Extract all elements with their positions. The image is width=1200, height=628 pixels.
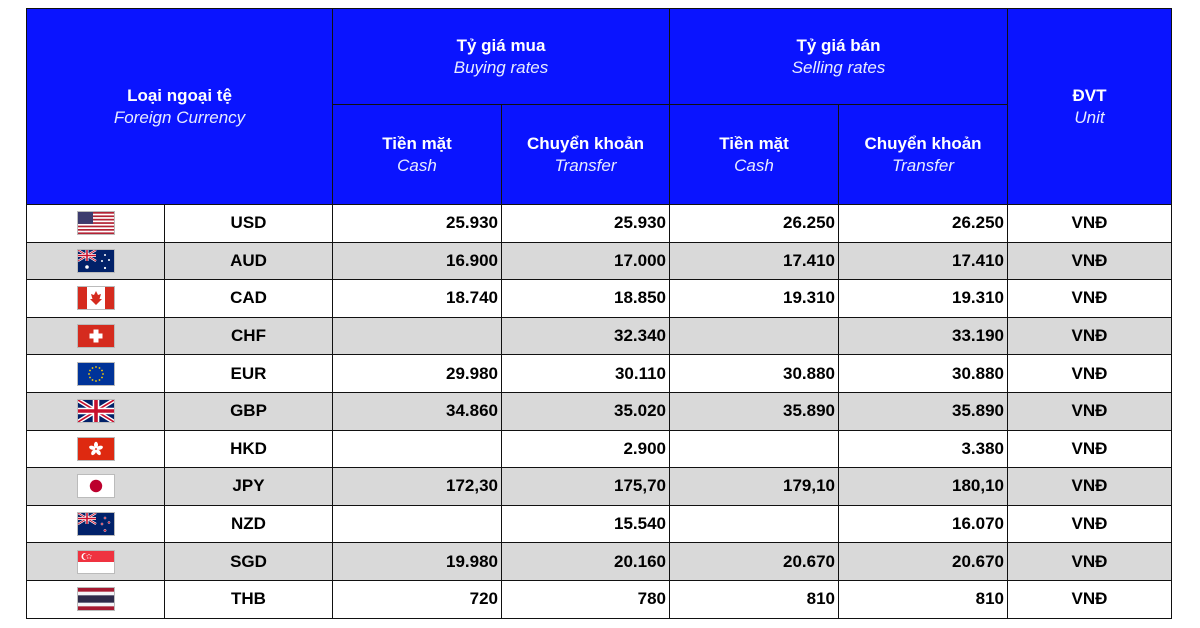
buy-transfer-value: 17.000	[502, 242, 670, 280]
selling-header-vi: Tỷ giá bán	[796, 35, 881, 55]
table-row	[27, 580, 1172, 618]
sell-cash-value: 26.250	[670, 205, 839, 243]
sell-transfer-header-en: Transfer	[891, 155, 955, 175]
table-body	[27, 205, 1172, 619]
sell-cash-value	[670, 317, 839, 355]
nz-flag-icon	[77, 512, 115, 536]
buy-cash-value: 172,30	[333, 468, 502, 506]
table-row	[27, 505, 1172, 543]
jp-flag-icon	[77, 474, 115, 498]
buying-header	[333, 9, 670, 105]
table-row	[27, 355, 1172, 393]
flag-cell	[27, 392, 165, 430]
gb-flag-icon	[77, 399, 115, 423]
currency-code: USD	[165, 205, 333, 243]
unit-value: VNĐ	[1008, 505, 1172, 543]
selling-header-en: Selling rates	[791, 57, 886, 77]
sell-transfer-value: 19.310	[839, 280, 1008, 318]
buy-cash-value	[333, 430, 502, 468]
sell-transfer-value: 3.380	[839, 430, 1008, 468]
unit-header-en: Unit	[1074, 107, 1105, 127]
buy-transfer-value: 18.850	[502, 280, 670, 318]
th-flag-icon	[77, 587, 115, 611]
currency-header	[27, 9, 333, 205]
unit-value: VNĐ	[1008, 543, 1172, 581]
unit-header	[1008, 9, 1172, 205]
buy-transfer-header-vi: Chuyển khoản	[526, 133, 645, 153]
table-row	[27, 242, 1172, 280]
sell-cash-header-vi: Tiền mặt	[719, 133, 789, 153]
flag-cell	[27, 580, 165, 618]
sell-transfer-value: 17.410	[839, 242, 1008, 280]
flag-cell	[27, 205, 165, 243]
table-row	[27, 392, 1172, 430]
buy-cash-value: 16.900	[333, 242, 502, 280]
buy-transfer-value: 32.340	[502, 317, 670, 355]
unit-header-vi: ĐVT	[1072, 85, 1107, 105]
currency-header-vi: Loại ngoại tệ	[127, 85, 232, 105]
buy-cash-value: 29.980	[333, 355, 502, 393]
unit-value: VNĐ	[1008, 392, 1172, 430]
sell-transfer-header-vi: Chuyển khoản	[864, 133, 982, 153]
currency-code: GBP	[165, 392, 333, 430]
currency-code: THB	[165, 580, 333, 618]
currency-code: EUR	[165, 355, 333, 393]
buy-cash-value: 34.860	[333, 392, 502, 430]
eu-flag-icon	[77, 362, 115, 386]
sell-cash-value	[670, 505, 839, 543]
buy-cash-value: 720	[333, 580, 502, 618]
buy-transfer-header	[502, 105, 670, 205]
unit-value: VNĐ	[1008, 242, 1172, 280]
flag-cell	[27, 543, 165, 581]
sell-cash-value: 17.410	[670, 242, 839, 280]
buy-transfer-value: 15.540	[502, 505, 670, 543]
sell-transfer-header	[839, 105, 1008, 205]
sell-transfer-value: 35.890	[839, 392, 1008, 430]
sell-cash-value: 30.880	[670, 355, 839, 393]
sell-cash-header-en: Cash	[734, 155, 774, 175]
buy-cash-value	[333, 317, 502, 355]
sell-cash-value: 20.670	[670, 543, 839, 581]
buying-header-en: Buying rates	[453, 57, 549, 77]
sell-transfer-value: 26.250	[839, 205, 1008, 243]
flag-cell	[27, 505, 165, 543]
ch-flag-icon	[77, 324, 115, 348]
exchange-rate-table	[26, 8, 1172, 619]
sell-transfer-value: 33.190	[839, 317, 1008, 355]
hk-flag-icon	[77, 437, 115, 461]
sell-transfer-value: 30.880	[839, 355, 1008, 393]
currency-code: SGD	[165, 543, 333, 581]
unit-value: VNĐ	[1008, 205, 1172, 243]
buy-transfer-value: 25.930	[502, 205, 670, 243]
buy-cash-value	[333, 505, 502, 543]
unit-value: VNĐ	[1008, 468, 1172, 506]
currency-code: HKD	[165, 430, 333, 468]
buy-cash-value: 19.980	[333, 543, 502, 581]
currency-code: CAD	[165, 280, 333, 318]
flag-cell	[27, 280, 165, 318]
flag-cell	[27, 317, 165, 355]
table-row	[27, 205, 1172, 243]
currency-code: JPY	[165, 468, 333, 506]
unit-value: VNĐ	[1008, 355, 1172, 393]
us-flag-icon	[77, 211, 115, 235]
currency-header-en: Foreign Currency	[113, 107, 246, 127]
buy-transfer-value: 35.020	[502, 392, 670, 430]
unit-value: VNĐ	[1008, 280, 1172, 318]
buy-transfer-value: 175,70	[502, 468, 670, 506]
sg-flag-icon	[77, 550, 115, 574]
sell-transfer-value: 16.070	[839, 505, 1008, 543]
table-header	[27, 9, 1172, 205]
sell-transfer-value: 810	[839, 580, 1008, 618]
flag-cell	[27, 468, 165, 506]
ca-flag-icon	[77, 286, 115, 310]
sell-cash-value: 179,10	[670, 468, 839, 506]
buy-cash-header-vi: Tiền mặt	[382, 133, 452, 153]
currency-code: CHF	[165, 317, 333, 355]
buy-transfer-value: 30.110	[502, 355, 670, 393]
sell-transfer-value: 20.670	[839, 543, 1008, 581]
buy-transfer-header-en: Transfer	[554, 155, 617, 175]
sell-cash-value: 19.310	[670, 280, 839, 318]
sell-cash-value: 810	[670, 580, 839, 618]
currency-code: NZD	[165, 505, 333, 543]
table-row	[27, 430, 1172, 468]
selling-header	[670, 9, 1008, 105]
buy-cash-header-en: Cash	[397, 155, 437, 175]
unit-value: VNĐ	[1008, 580, 1172, 618]
unit-value: VNĐ	[1008, 317, 1172, 355]
table-row	[27, 280, 1172, 318]
table-row	[27, 317, 1172, 355]
sell-cash-value	[670, 430, 839, 468]
sell-cash-value: 35.890	[670, 392, 839, 430]
buy-cash-value: 25.930	[333, 205, 502, 243]
unit-value: VNĐ	[1008, 430, 1172, 468]
buy-transfer-value: 780	[502, 580, 670, 618]
buy-cash-header	[333, 105, 502, 205]
buy-cash-value: 18.740	[333, 280, 502, 318]
flag-cell	[27, 355, 165, 393]
flag-cell	[27, 242, 165, 280]
au-flag-icon	[77, 249, 115, 273]
flag-cell	[27, 430, 165, 468]
sell-cash-header	[670, 105, 839, 205]
buy-transfer-value: 20.160	[502, 543, 670, 581]
buy-transfer-value: 2.900	[502, 430, 670, 468]
currency-code: AUD	[165, 242, 333, 280]
buying-header-vi: Tỷ giá mua	[456, 35, 546, 55]
table-row	[27, 543, 1172, 581]
sell-transfer-value: 180,10	[839, 468, 1008, 506]
table-row	[27, 468, 1172, 506]
